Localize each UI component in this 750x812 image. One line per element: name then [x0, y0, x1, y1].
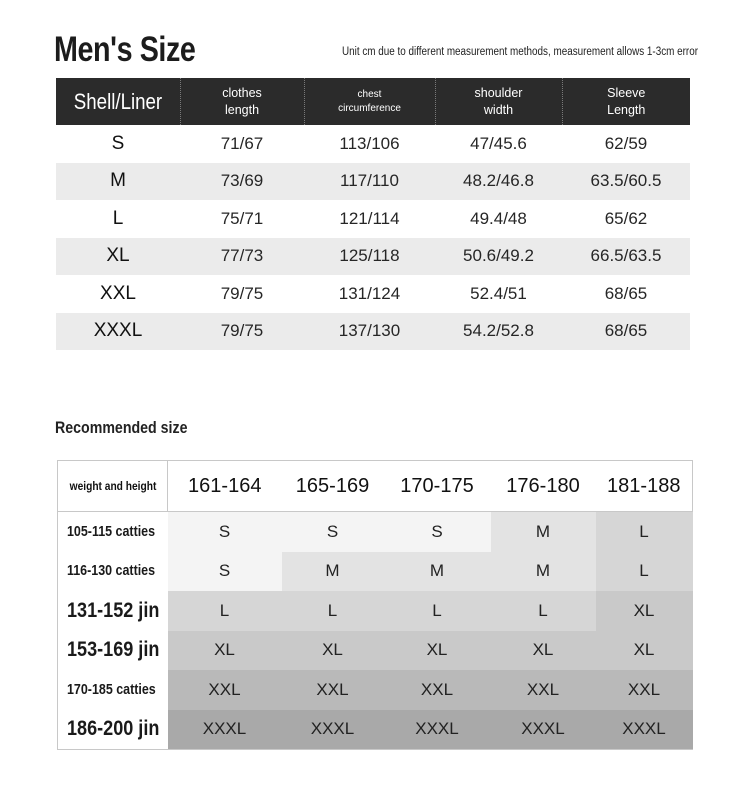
measurement-cell: 47/45.6	[470, 133, 527, 153]
measurement-cell: 73/69	[180, 163, 304, 201]
size-chart-table	[56, 78, 690, 350]
recommended-size-cell: L	[596, 512, 693, 552]
weight-range-text: 153-169 jin	[67, 638, 160, 662]
measurement-cell: 68/65	[604, 283, 648, 303]
recommended-row	[58, 631, 693, 671]
recommended-size-cell: XXXL	[282, 710, 384, 750]
measurement-cell: 54.2/52.8	[435, 313, 562, 351]
recommended-row	[58, 512, 693, 552]
weight-range-text: 105-115 catties	[67, 523, 156, 540]
measurement-cell: 131/124	[338, 283, 401, 303]
recommended-size-cell: L	[282, 591, 384, 631]
measurement-cell: 62/59	[604, 133, 648, 153]
recommended-size-cell: XXL	[168, 670, 282, 710]
corner-label	[58, 461, 168, 512]
measurement-note: Unit cm due to different measurement methods, measurement allows 1-3cm error	[342, 46, 699, 58]
height-range-header: 165-169	[282, 461, 384, 512]
height-range-header: 181-188	[596, 461, 693, 512]
recommended-size-cell: XL	[168, 631, 282, 671]
recommended-size-cell: XXL	[491, 670, 596, 710]
recommended-size-cell: XXL	[384, 670, 491, 710]
measurement-cell: 50.6/49.2	[435, 238, 562, 276]
size-chart-header-row	[56, 78, 690, 125]
header-chest-circumference: chest circumference	[304, 78, 435, 125]
measurement-cell: 79/75	[220, 283, 264, 303]
size-label-cell: XXL	[100, 282, 136, 304]
measurement-cell: 137/130	[304, 313, 435, 351]
size-chart-row	[56, 238, 690, 276]
header-shoulder-width: shoulder width	[435, 78, 562, 125]
height-range-header: 161-164	[168, 461, 282, 512]
recommended-size-cell: XXXL	[168, 710, 282, 750]
measurement-cell: 71/67	[220, 133, 264, 153]
recommended-size-cell: S	[168, 552, 282, 592]
measurement-cell: 117/110	[304, 163, 435, 201]
header-shell-liner	[56, 78, 180, 125]
recommended-size-cell: L	[384, 591, 491, 631]
weight-range-label	[58, 512, 168, 552]
weight-range-text: 116-130 catties	[67, 563, 156, 580]
size-label-cell: S	[111, 132, 125, 154]
measurement-cell: 121/114	[339, 208, 400, 228]
size-label-cell: M	[56, 163, 180, 201]
recommended-size-cell: S	[384, 512, 491, 552]
weight-range-label	[58, 631, 168, 671]
recommended-size-cell: L	[596, 552, 693, 592]
size-chart-row	[56, 125, 690, 163]
measurement-cell: 113/106	[339, 133, 400, 153]
recommended-size-cell: L	[168, 591, 282, 631]
measurement-cell: 52.4/51	[470, 283, 527, 303]
measurement-cell: 66.5/63.5	[562, 238, 690, 276]
recommended-size-cell: XXL	[596, 670, 693, 710]
measurement-cell: 125/118	[304, 238, 435, 276]
header-shell-liner-label: Shell/Liner	[73, 89, 162, 114]
recommended-size-cell: M	[491, 552, 596, 592]
recommended-size-cell: M	[282, 552, 384, 592]
recommended-size-cell: XL	[596, 591, 693, 631]
recommended-row	[58, 670, 693, 710]
measurement-cell: 65/62	[604, 208, 648, 228]
recommended-size-cell: XXL	[282, 670, 384, 710]
recommended-size-title: Recommended size	[55, 419, 188, 437]
size-chart-row	[56, 200, 690, 238]
recommended-row	[58, 591, 693, 631]
measurement-cell: 79/75	[180, 313, 304, 351]
size-label-cell: XXXL	[56, 313, 180, 351]
measurement-cell: 63.5/60.5	[562, 163, 690, 201]
recommended-size-cell: XXXL	[491, 710, 596, 750]
recommended-size-cell: M	[384, 552, 491, 592]
size-chart-row	[56, 313, 690, 351]
recommended-row	[58, 552, 693, 592]
recommended-header-row	[58, 461, 693, 512]
recommended-size-cell: XL	[282, 631, 384, 671]
page-title: Men's Size	[54, 30, 196, 69]
weight-range-label	[58, 670, 168, 710]
measurement-cell: 75/71	[220, 208, 264, 228]
measurement-cell: 49.4/48	[470, 208, 527, 228]
weight-range-label	[58, 710, 168, 750]
size-chart-row	[56, 275, 690, 313]
recommended-size-table	[57, 460, 693, 750]
weight-range-label	[58, 552, 168, 592]
measurement-cell: 77/73	[180, 238, 304, 276]
header-sleeve-length: Sleeve Length	[562, 78, 690, 125]
recommended-size-cell: L	[491, 591, 596, 631]
size-label-cell: XL	[56, 238, 180, 276]
measurement-cell: 68/65	[562, 313, 690, 351]
recommended-size-cell: XL	[596, 631, 693, 671]
weight-range-label	[58, 591, 168, 631]
recommended-size-cell: XXXL	[596, 710, 693, 750]
recommended-size-cell: S	[168, 512, 282, 552]
recommended-size-cell: S	[282, 512, 384, 552]
size-label-cell: L	[112, 207, 124, 229]
measurement-cell: 48.2/46.8	[435, 163, 562, 201]
header-clothes-length: clothes length	[180, 78, 304, 125]
weight-range-text: 131-152 jin	[67, 598, 160, 622]
height-range-header: 170-175	[384, 461, 491, 512]
recommended-size-cell: XXXL	[384, 710, 491, 750]
weight-range-text: 186-200 jin	[67, 717, 160, 741]
recommended-row	[58, 710, 693, 750]
recommended-size-cell: XL	[384, 631, 491, 671]
corner-label-text: weight and height	[69, 479, 156, 493]
height-range-header: 176-180	[491, 461, 596, 512]
recommended-size-cell: XL	[491, 631, 596, 671]
size-chart-row	[56, 163, 690, 201]
recommended-size-cell: M	[491, 512, 596, 552]
weight-range-text: 170-185 catties	[67, 681, 156, 698]
